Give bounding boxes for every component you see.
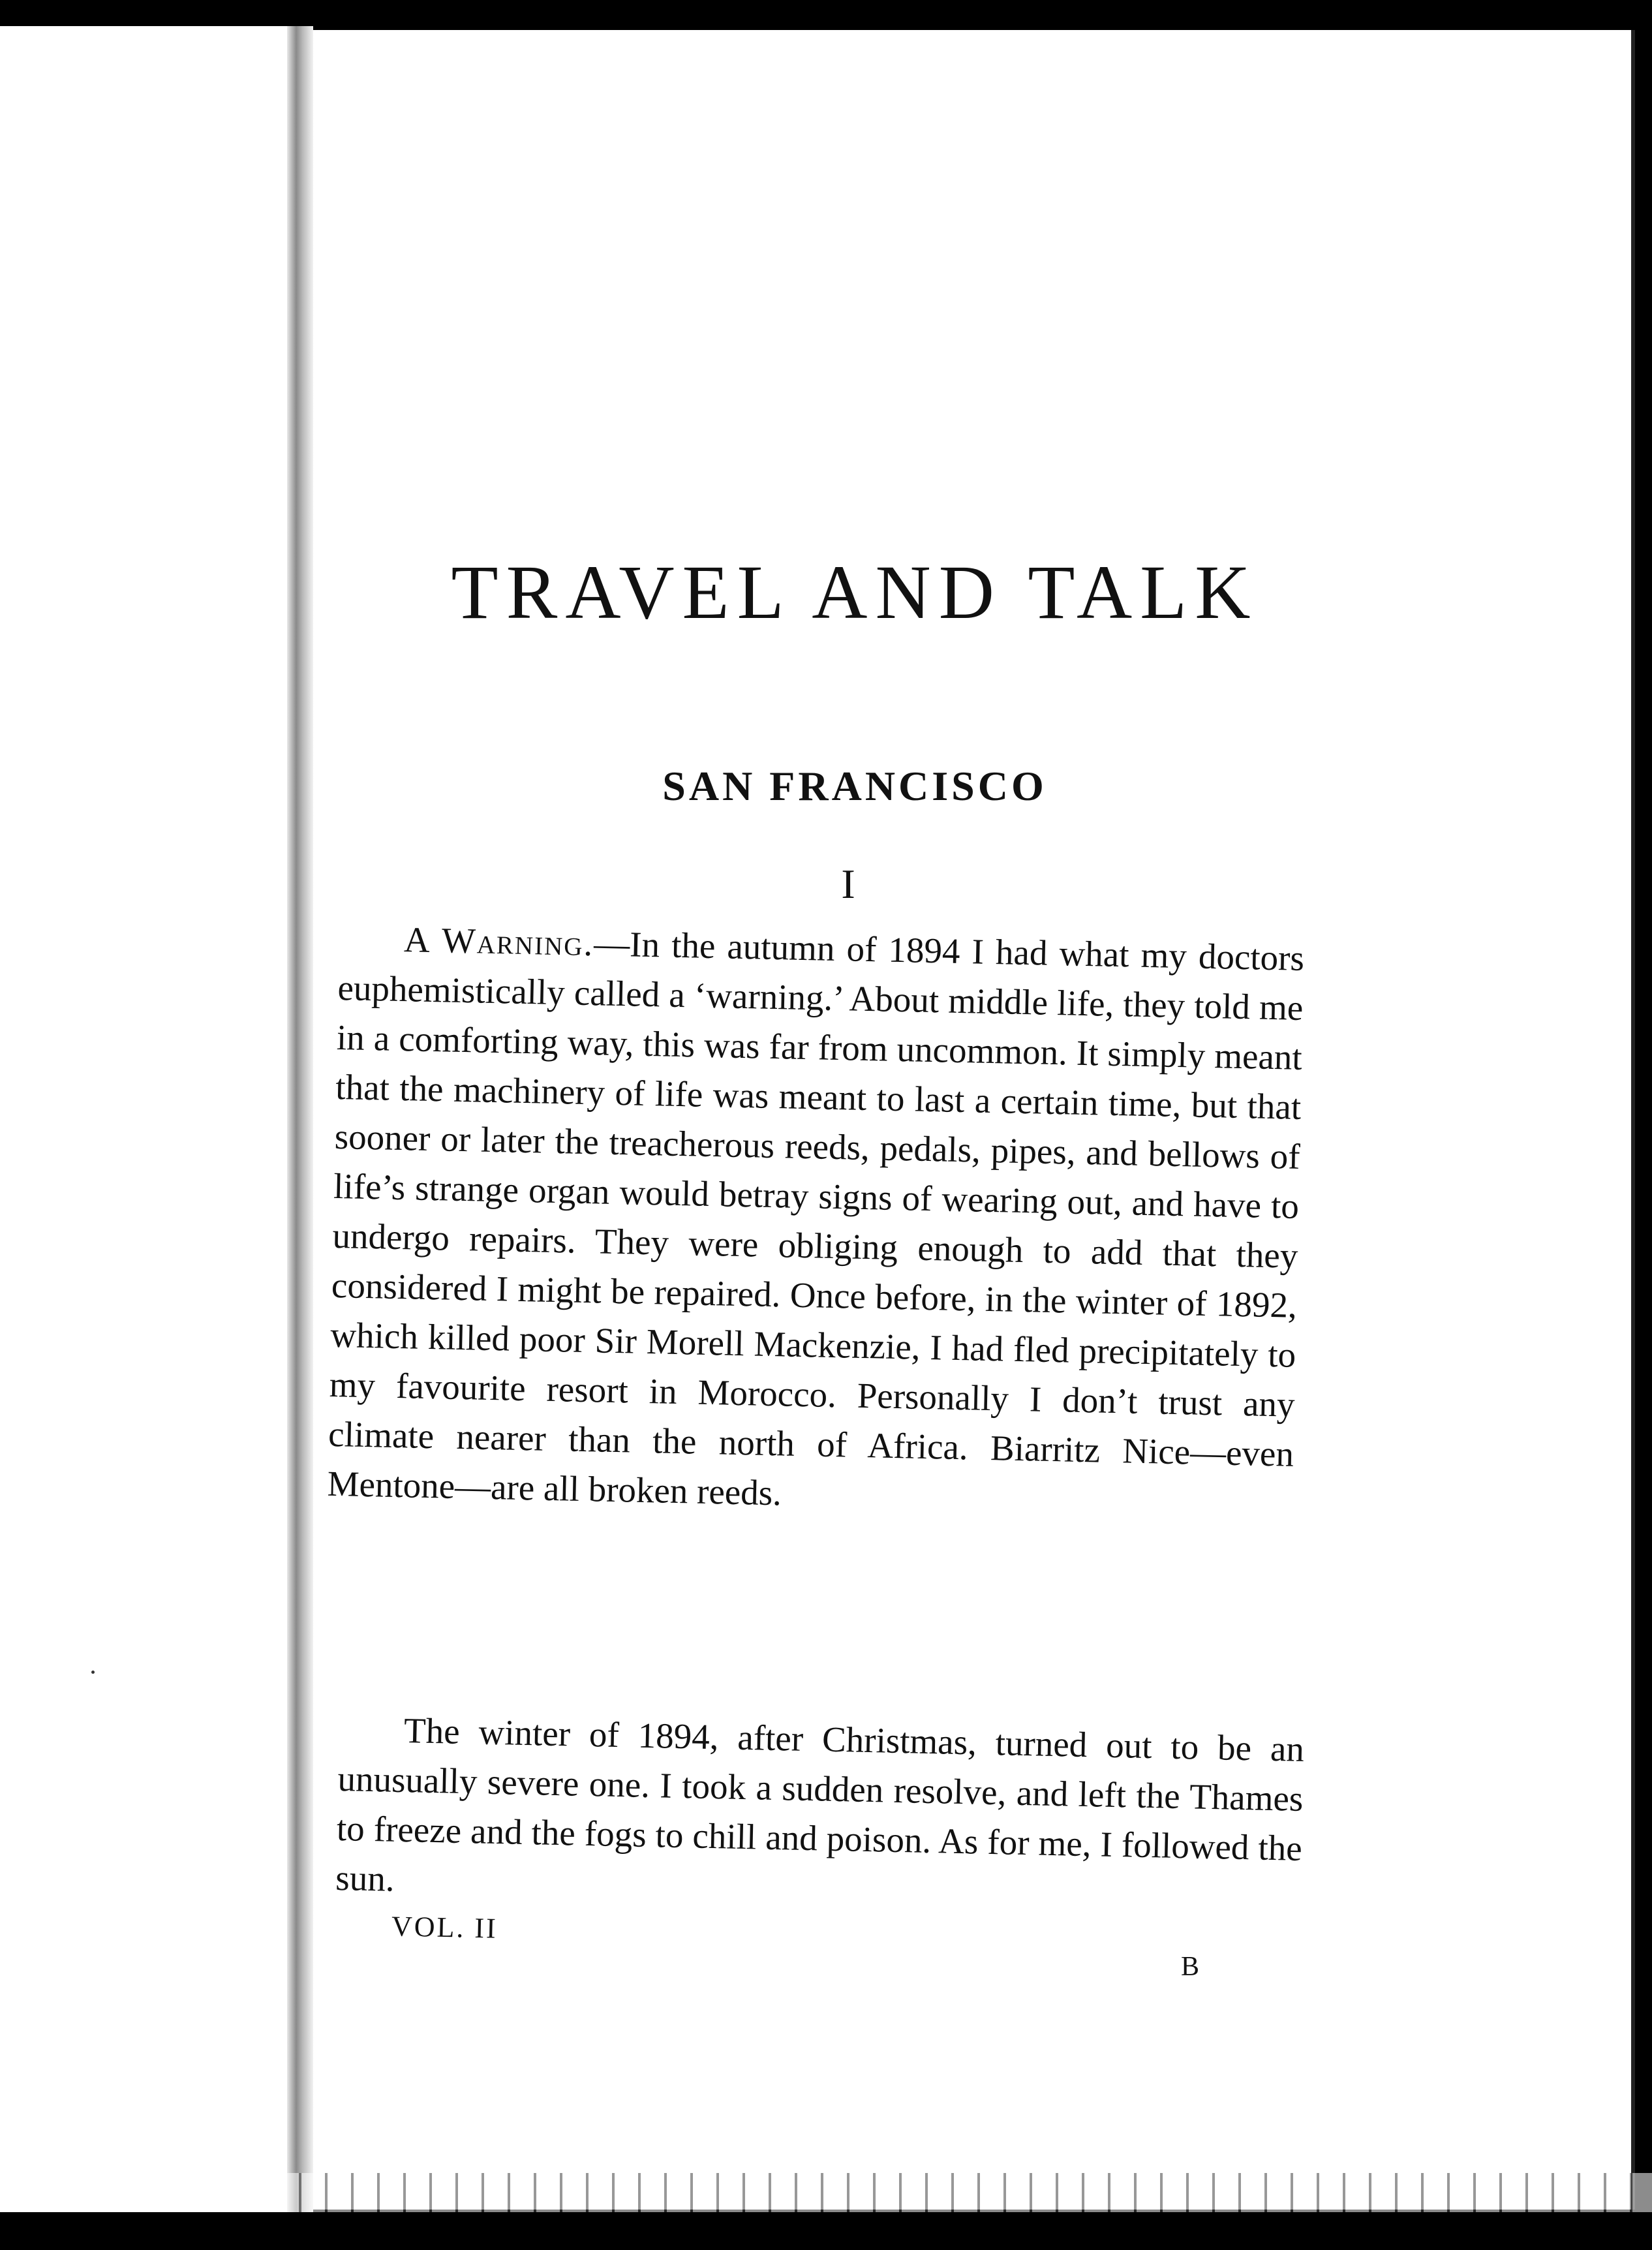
section-number: I (841, 861, 855, 907)
chapter-title: SAN FRANCISCO (662, 763, 1047, 809)
book-title: TRAVEL AND TALK (451, 549, 1259, 635)
signature-mark: B (1181, 1952, 1200, 1982)
volume-mark: VOL. II (391, 1910, 498, 1945)
body-paragraph (327, 914, 1305, 1529)
paragraph-indent (339, 1741, 404, 1742)
ink-speck (91, 1671, 95, 1674)
body-paragraph (335, 1704, 1305, 1923)
paragraph-text: The winter of 1894, after Christmas, turned out to be an unusually severe one. I took a sudden resolve, and left the Thames to freeze and the fogs to chill and poison. As for me, I followed the sun. (335, 1710, 1305, 1899)
book-gutter (287, 26, 313, 2232)
scan-border-bottom (0, 2212, 1652, 2250)
left-blank-page (0, 26, 287, 2232)
page-edge-bottom (287, 2173, 1652, 2212)
paragraph-indent (339, 950, 404, 951)
run-in-heading: A Warning. (403, 919, 594, 964)
paragraph-text: —In the autumn of 1894 I had what my doctors euphemistically called a ‘warning.’ About middle life, they told me in a comforting way, this was far from uncommon. It simply meant that the machinery of life was meant to last a certain time, but that sooner or later the treacherous reeds, pedals, pipes, and bellows of life’s strange organ would betray signs of wearing out, and have to undergo repairs. They were obliging enough to add that they considered I might be repaired. Once before, in the winter of 1892, which killed poor Sir Morell Mackenzie, I had fled precipitately to my favourite resort in Morocco. Personally I don’t trust any climate nearer than the north of Africa. Biarritz Nice—even Mentone—are all broken reeds. (327, 923, 1305, 1513)
